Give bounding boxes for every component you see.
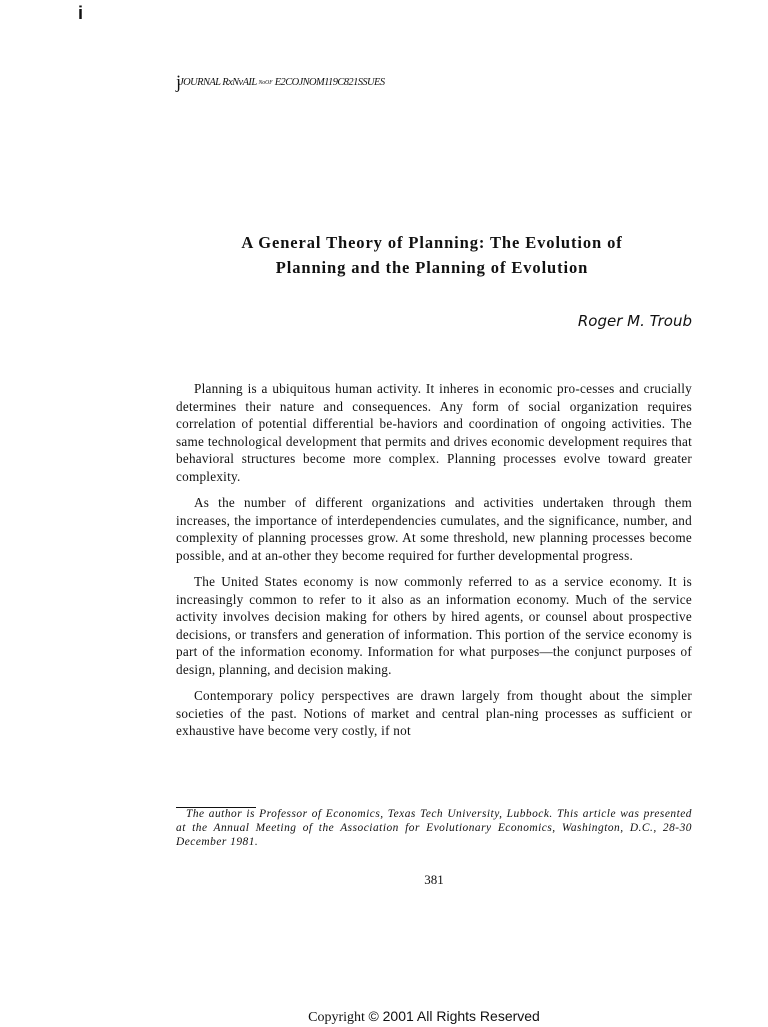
footnote: The author is Professor of Economics, Texas Tech University, Lubbock. This article was presented at the Annual Meeting of the Association for Evolutionary Economics, Washington, D.C., 28-30 December 1981. xyxy=(176,808,692,848)
running-head-journal: JOURNAL RxNvAIL xyxy=(179,76,257,88)
author-name: Roger M. Troub xyxy=(577,312,692,330)
page-number: 381 xyxy=(424,872,444,887)
body-paragraph-4: Contemporary policy perspectives are drawn largely from thought about the simpler societies of the past. Notions of market and central plan-ning processes as sufficient or exhaustive have become very costly, if not xyxy=(176,688,692,739)
article-title-line-2: Planning and the Planning of Evolution xyxy=(275,258,589,277)
running-head-small: NoOF xyxy=(258,80,273,86)
article-body xyxy=(176,380,692,748)
running-head xyxy=(176,74,384,91)
body-paragraph-1: Planning is a ubiquitous human activity. It inheres in economic pro-cesses and crucially determines their nature and consequences. Any form of social organization requires correlation of potential differential be-haviors and coordination of ongoing activities. The same technological development that permits and drives economic development requires that behavioral structures become more complex. Planning processes evolve toward greater complexity. xyxy=(176,381,692,484)
copyright-notice xyxy=(0,1007,768,1027)
copyright-text: © 2001 All Rights Reserved xyxy=(368,1008,540,1024)
body-paragraph-2: As the number of different organizations and activities undertaken through them increases, the importance of interdependencies cumulates, and the significance, number, and complexity of planning processes grow. At some threshold, new planning processes become possible, and at an-other they become required for further developmental progress. xyxy=(176,495,692,563)
copyright-word: Copyright xyxy=(308,1010,365,1025)
corner-mark: i xyxy=(78,3,84,23)
running-head-initial: j xyxy=(176,72,180,93)
article-title xyxy=(176,230,688,280)
article-title-line-1: A General Theory of Planning: The Evolution of xyxy=(241,233,623,252)
running-head-issue: E2COJNOM119C821SSUES xyxy=(274,76,385,88)
body-paragraph-3: The United States economy is now commonly referred to as a service economy. It is increasingly common to refer to it also as an information economy. Much of the service activity involves decision making for others by hired agents, or counsel about prospective decisions, or transfers and generation of information. This portion of the service economy is part of the information economy. Information for what purposes—the conjunct purposes of design, planning, and decision making. xyxy=(176,573,692,677)
